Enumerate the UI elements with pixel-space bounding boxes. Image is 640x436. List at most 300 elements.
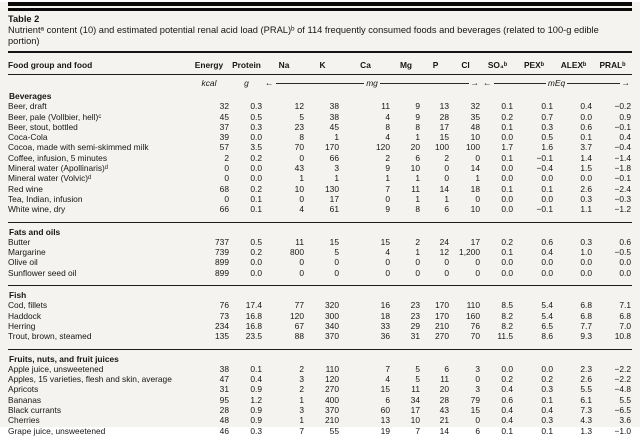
value-cell: 0.1 [501, 101, 513, 112]
value-cell: 0.3 [250, 121, 262, 132]
value-cell: 15 [439, 132, 449, 143]
section-header: Fish [8, 286, 632, 301]
value-cell: 23.5 [245, 331, 262, 342]
value-cell: 0.3 [580, 236, 592, 247]
col-header-energy: Energy [188, 53, 230, 75]
value-cell: 0.0 [250, 163, 262, 174]
value-cell: −2.2 [614, 363, 631, 374]
food-name-cell: Olive oil [8, 257, 38, 268]
value-cell: 10.8 [614, 331, 631, 342]
value-cell: 0.0 [501, 193, 513, 204]
value-cell: 68 [219, 183, 229, 194]
value-cell: 0.0 [501, 257, 513, 268]
value-cell: 4 [299, 204, 304, 215]
value-cell: 0 [385, 193, 390, 204]
table-row [8, 331, 632, 341]
value-cell: −0.5 [614, 247, 631, 258]
value-cell: 8.6 [541, 331, 553, 342]
value-cell: 20 [439, 384, 449, 395]
value-cell: 7 [385, 363, 390, 374]
value-cell: 13 [439, 101, 449, 112]
value-cell: 0.6 [619, 236, 631, 247]
value-cell: 10 [410, 163, 420, 174]
value-cell: 170 [325, 142, 339, 153]
value-cell: 0 [475, 257, 480, 268]
value-cell: 3 [299, 374, 304, 385]
value-cell: 55 [329, 425, 339, 436]
value-cell: 0 [444, 173, 449, 184]
section-header: Fruits, nuts, and fruit juices [8, 349, 632, 364]
food-name-cell: Apricots [8, 384, 39, 395]
value-cell: 0.0 [501, 204, 513, 215]
value-cell: 39 [219, 132, 229, 143]
scanned-table-page [0, 2, 640, 436]
unit-kcal: kcal [201, 78, 217, 88]
food-name-cell: Cocoa, made with semi-skimmed milk [8, 142, 149, 153]
value-cell: 10 [294, 183, 304, 194]
value-cell: 28 [439, 394, 449, 405]
unit-meq-label: mEq [547, 78, 566, 88]
left-arrow-icon: ← [483, 77, 492, 88]
value-cell: 1.5 [580, 163, 592, 174]
value-cell: 7.7 [580, 320, 592, 331]
value-cell: 100 [466, 142, 480, 153]
value-cell: 45 [329, 121, 339, 132]
table-row [8, 321, 632, 331]
value-cell: 1.7 [501, 142, 513, 153]
table-row [8, 194, 632, 204]
arrow-line [380, 83, 469, 84]
value-cell: 11 [411, 384, 420, 395]
value-cell: 6.8 [580, 300, 592, 311]
value-cell: 1 [444, 193, 449, 204]
table-row [8, 184, 632, 194]
value-cell: 38 [219, 363, 229, 374]
value-cell: 7.1 [619, 300, 631, 311]
value-cell: 370 [325, 405, 339, 416]
value-cell: 66 [219, 204, 229, 215]
value-cell: 0.1 [501, 425, 513, 436]
value-cell: 1.3 [580, 425, 592, 436]
value-cell: −0.1 [614, 121, 631, 132]
table-row [8, 364, 632, 374]
value-cell: 0.4 [501, 405, 513, 416]
table-row [8, 405, 632, 415]
value-cell: 35 [470, 111, 480, 122]
value-cell: 11.5 [497, 331, 513, 342]
table-row [8, 426, 632, 436]
header-row [8, 53, 632, 75]
value-cell: 1,200 [459, 247, 480, 258]
value-cell: 9 [415, 101, 420, 112]
value-cell: 2.3 [580, 363, 592, 374]
value-cell: 0.9 [250, 405, 262, 416]
section-header-row [8, 349, 632, 364]
value-cell: 6 [444, 204, 449, 215]
value-cell: 8 [415, 121, 420, 132]
section-header-row [8, 90, 632, 101]
table-row [8, 153, 632, 163]
table-row [8, 395, 632, 405]
food-name-cell: Trout, brown, steamed [8, 331, 92, 342]
section-header: Fats and oils [8, 222, 632, 237]
table-row [8, 257, 632, 267]
value-cell: 0 [415, 267, 420, 278]
value-cell: 0.1 [541, 394, 553, 405]
unit-meq-span [481, 75, 632, 91]
value-cell: 0.3 [250, 101, 262, 112]
value-cell: 1 [415, 193, 420, 204]
value-cell: 739 [215, 247, 229, 258]
value-cell: 0 [299, 193, 304, 204]
table-row [8, 163, 632, 173]
value-cell: 0.1 [541, 425, 553, 436]
value-cell: 14 [439, 183, 449, 194]
value-cell: 0 [444, 163, 449, 174]
food-name-cell: Apples, 15 varieties, flesh and skin, average [8, 374, 172, 385]
value-cell: 1 [415, 173, 420, 184]
food-name-cell: Coffee, infusion, 5 minutes [8, 152, 108, 163]
table-title-text: Nutrientᵃ content (10) and estimated potential renal acid load (PRAL)ᵇ of 114 frequently consumed foods and beverages (related to 100-g edible portion) [8, 25, 599, 46]
value-cell: 0.9 [250, 415, 262, 426]
value-cell: −0.1 [536, 204, 553, 215]
food-name-cell: White wine, dry [8, 204, 66, 215]
table-row [8, 112, 632, 122]
value-cell: 6.8 [619, 310, 631, 321]
value-cell: 17 [329, 193, 339, 204]
table-row [8, 204, 632, 214]
value-cell: 2 [299, 363, 304, 374]
unit-mg-label: mg [366, 78, 378, 88]
value-cell: 0.0 [501, 173, 513, 184]
section-spacer [8, 342, 632, 350]
value-cell: 0.0 [250, 267, 262, 278]
value-cell: 0.6 [501, 394, 513, 405]
value-cell: −0.3 [614, 193, 631, 204]
value-cell: 16.8 [245, 310, 262, 321]
food-name-cell: Beer, draft [8, 101, 47, 112]
table-row [8, 247, 632, 257]
nutrient-pral-table [8, 53, 632, 436]
value-cell: 76 [470, 320, 480, 331]
value-cell: 0 [224, 193, 229, 204]
value-cell: 3.5 [250, 142, 262, 153]
value-cell: 3 [334, 163, 339, 174]
value-cell: 19 [380, 425, 390, 436]
value-cell: 7 [415, 425, 420, 436]
value-cell: 31 [219, 384, 229, 395]
value-cell: 1 [385, 173, 390, 184]
value-cell: 11 [295, 236, 304, 247]
value-cell: 6.5 [541, 320, 553, 331]
value-cell: 0 [385, 267, 390, 278]
value-cell: 0.7 [541, 111, 553, 122]
value-cell: 0.2 [250, 152, 262, 163]
value-cell: 0 [415, 257, 420, 268]
col-header-food-group: Food group and food [8, 53, 188, 75]
value-cell: 60 [380, 405, 390, 416]
table-caption [8, 14, 632, 47]
value-cell: 4 [385, 247, 390, 258]
value-cell: 14 [470, 163, 480, 174]
value-cell: 48 [470, 121, 480, 132]
value-cell: 1.6 [541, 142, 553, 153]
value-cell: 234 [215, 320, 229, 331]
col-header-k: K [305, 53, 340, 75]
value-cell: 88 [294, 331, 304, 342]
value-cell: 1.4 [580, 152, 592, 163]
value-cell: 1 [334, 132, 339, 143]
value-cell: 61 [329, 204, 339, 215]
value-cell: 0.2 [250, 247, 262, 258]
value-cell: 320 [325, 300, 339, 311]
value-cell: 340 [325, 320, 339, 331]
value-cell: 48 [219, 415, 229, 426]
table-row [8, 384, 632, 394]
value-cell: 0.1 [501, 121, 513, 132]
value-cell: −0.2 [614, 101, 631, 112]
value-cell: 95 [219, 394, 229, 405]
value-cell: 29 [410, 320, 420, 331]
value-cell: 32 [470, 101, 480, 112]
value-cell: 0.0 [250, 257, 262, 268]
value-cell: 0.1 [250, 204, 262, 215]
value-cell: 11 [381, 101, 390, 112]
value-cell: 0.4 [250, 374, 262, 385]
value-cell: 0.6 [580, 121, 592, 132]
value-cell: 4 [385, 132, 390, 143]
value-cell: 0.1 [541, 183, 553, 194]
value-cell: 20 [410, 142, 420, 153]
value-cell: 0.0 [541, 257, 553, 268]
value-cell: −6.5 [614, 405, 631, 416]
value-cell: 33 [380, 320, 390, 331]
right-arrow-icon: → [621, 77, 631, 88]
value-cell: 15 [380, 236, 390, 247]
food-name-cell: Cod, fillets [8, 300, 48, 311]
value-cell: 370 [325, 331, 339, 342]
value-cell: 0.9 [250, 384, 262, 395]
value-cell: 70 [470, 331, 480, 342]
value-cell: 1.2 [250, 394, 262, 405]
value-cell: 9 [385, 163, 390, 174]
value-cell: 0 [475, 415, 480, 426]
table-number-label: Table 2 [8, 14, 40, 24]
value-cell: 3 [475, 363, 480, 374]
value-cell: 73 [219, 310, 229, 321]
value-cell: 4.3 [580, 415, 592, 426]
value-cell: 0.9 [619, 111, 631, 122]
value-cell: 0.2 [501, 111, 513, 122]
value-cell: 0 [475, 374, 480, 385]
table-row [8, 311, 632, 321]
value-cell: 0 [475, 193, 480, 204]
value-cell: 7 [385, 183, 390, 194]
section-header-row [8, 222, 632, 237]
value-cell: 12 [439, 247, 449, 258]
value-cell: 7.0 [619, 320, 631, 331]
table-row [8, 101, 632, 111]
value-cell: 17 [470, 236, 480, 247]
value-cell: 0.2 [541, 374, 553, 385]
value-cell: 0.0 [619, 257, 631, 268]
value-cell: 0.0 [619, 267, 631, 278]
value-cell: 0.0 [501, 267, 513, 278]
value-cell: 57 [219, 142, 229, 153]
units-row [8, 75, 632, 91]
value-cell: 0.5 [541, 132, 553, 143]
section-header-row [8, 286, 632, 301]
value-cell: 5.5 [580, 384, 592, 395]
value-cell: 0.0 [580, 173, 592, 184]
value-cell: 1 [299, 173, 304, 184]
value-cell: 0.1 [580, 132, 592, 143]
meq-range-arrow [481, 78, 632, 88]
value-cell: 0.3 [580, 193, 592, 204]
food-name-cell: Mineral water (Apollinaris)ᵈ [8, 163, 108, 174]
value-cell: 0.0 [580, 111, 592, 122]
value-cell: 15 [470, 405, 480, 416]
value-cell: −1.4 [614, 152, 631, 163]
value-cell: 1 [299, 394, 304, 405]
value-cell: 0.1 [541, 101, 553, 112]
value-cell: 0 [334, 257, 339, 268]
value-cell: 28 [439, 111, 449, 122]
value-cell: 34 [410, 394, 420, 405]
value-cell: 4 [385, 374, 390, 385]
food-name-cell: Beer, pale (Vollbier, hell)ᶜ [8, 111, 102, 122]
value-cell: −1.8 [614, 163, 631, 174]
value-cell: −0.4 [614, 142, 631, 153]
value-cell: 0.6 [541, 236, 553, 247]
value-cell: 14 [439, 425, 449, 436]
value-cell: 10 [470, 132, 480, 143]
value-cell: 0.0 [541, 193, 553, 204]
value-cell: 210 [435, 320, 449, 331]
value-cell: 0.4 [580, 101, 592, 112]
col-header-alex: ALEXᵇ [554, 53, 593, 75]
value-cell: 0 [444, 267, 449, 278]
value-cell: −0.1 [536, 152, 553, 163]
food-name-cell: Haddock [8, 310, 42, 321]
value-cell: 7 [299, 425, 304, 436]
value-cell: 1 [299, 415, 304, 426]
value-cell: 4 [385, 111, 390, 122]
value-cell: 0.0 [580, 267, 592, 278]
value-cell: 0.3 [541, 384, 553, 395]
food-name-cell: Tea, Indian, infusion [8, 193, 83, 204]
value-cell: 9 [385, 204, 390, 215]
value-cell: 0 [299, 152, 304, 163]
value-cell: 43 [439, 405, 449, 416]
value-cell: 28 [219, 405, 229, 416]
value-cell: 15 [380, 384, 390, 395]
table-body [8, 90, 632, 436]
value-cell: 1.0 [580, 247, 592, 258]
value-cell: 120 [376, 142, 390, 153]
value-cell: 0.2 [250, 183, 262, 194]
value-cell: 17.4 [245, 300, 262, 311]
left-arrow-icon: ← [265, 77, 274, 88]
value-cell: 6.1 [580, 394, 592, 405]
value-cell: 300 [325, 310, 339, 321]
top-rule-secondary [8, 8, 632, 11]
value-cell: 0.4 [501, 415, 513, 426]
section-spacer [8, 278, 632, 286]
value-cell: 23 [294, 121, 304, 132]
food-name-cell: Black currants [8, 405, 62, 416]
value-cell: 0.0 [501, 363, 513, 374]
value-cell: 0.0 [501, 132, 513, 143]
value-cell: 13 [380, 415, 390, 426]
top-rule-primary [8, 2, 632, 6]
value-cell: 79 [470, 394, 480, 405]
value-cell: 8 [385, 121, 390, 132]
value-cell: 18 [470, 183, 480, 194]
value-cell: 1 [415, 247, 420, 258]
col-header-na: Na [263, 53, 305, 75]
value-cell: 0.3 [250, 425, 262, 436]
value-cell: 23 [410, 300, 420, 311]
value-cell: −2.2 [614, 374, 631, 385]
value-cell: 5 [334, 247, 339, 258]
value-cell: 0 [475, 152, 480, 163]
value-cell: 0.4 [619, 132, 631, 143]
value-cell: 5.4 [541, 310, 553, 321]
value-cell: 6 [415, 152, 420, 163]
value-cell: 400 [325, 394, 339, 405]
units-empty-cell [8, 75, 188, 91]
value-cell: −1.0 [614, 425, 631, 436]
value-cell: 37 [219, 121, 229, 132]
value-cell: 32 [219, 101, 229, 112]
table-row [8, 415, 632, 425]
value-cell: 0 [385, 257, 390, 268]
value-cell: 31 [410, 331, 420, 342]
value-cell: 0.1 [501, 247, 513, 258]
value-cell: 0.4 [501, 384, 513, 395]
value-cell: 2.6 [580, 374, 592, 385]
value-cell: 120 [290, 310, 304, 321]
unit-g: g [244, 78, 249, 88]
value-cell: 9.3 [580, 331, 592, 342]
value-cell: 5.5 [619, 394, 631, 405]
food-name-cell: Herring [8, 320, 36, 331]
value-cell: 2.6 [580, 183, 592, 194]
value-cell: 43 [294, 163, 304, 174]
section-spacer-row [8, 278, 632, 286]
col-header-cl: Cl [450, 53, 481, 75]
unit-mg-span [263, 75, 481, 91]
value-cell: 130 [325, 183, 339, 194]
value-cell: 36 [380, 331, 390, 342]
value-cell: 0.5 [250, 111, 262, 122]
table-row [8, 237, 632, 247]
mg-range-arrow [263, 78, 481, 88]
value-cell: 0 [224, 173, 229, 184]
value-cell: 120 [325, 374, 339, 385]
table-row [8, 132, 632, 142]
value-cell: 0 [334, 267, 339, 278]
value-cell: 0.0 [580, 257, 592, 268]
value-cell: 110 [466, 300, 480, 311]
arrow-line [567, 83, 619, 84]
value-cell: 170 [435, 300, 449, 311]
value-cell: 0.3 [541, 415, 553, 426]
value-cell: 8 [299, 132, 304, 143]
value-cell: 47 [219, 374, 229, 385]
value-cell: 16.8 [245, 320, 262, 331]
